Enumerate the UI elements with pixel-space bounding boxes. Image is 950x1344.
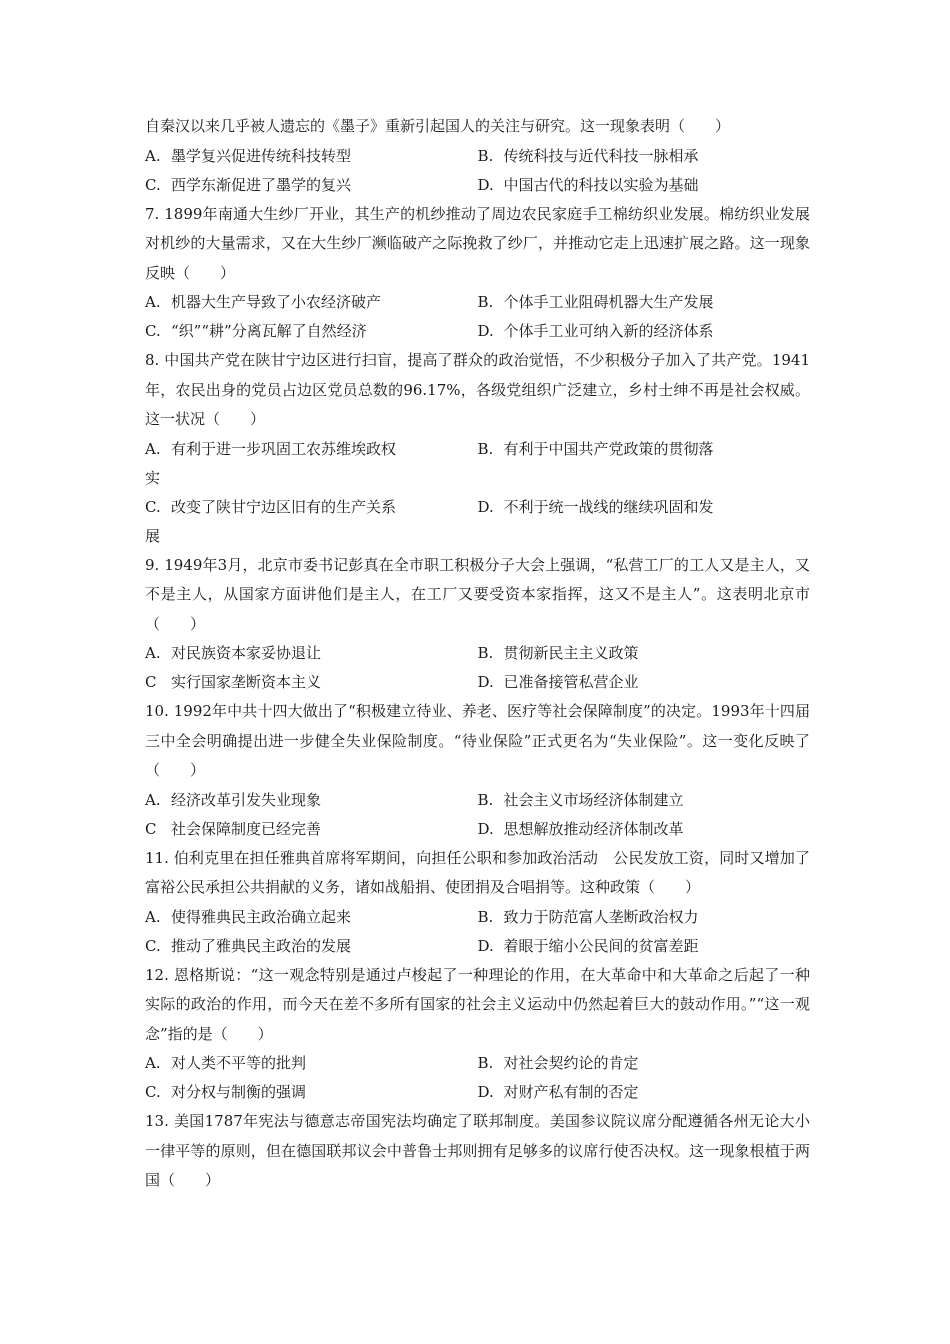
question-12-options: [145, 1049, 810, 1107]
question-11-options: [145, 903, 810, 961]
question-7: [145, 200, 810, 347]
question-9-options: [145, 639, 810, 697]
option-a[interactable]: A. 对人类不平等的批判: [145, 1054, 307, 1072]
option-b-wrap: 实: [145, 468, 161, 487]
question-8-options: [145, 435, 810, 551]
option-b[interactable]: B. 有利于中国共产党政策的贯彻落: [477, 439, 714, 458]
question-7-options: [145, 288, 810, 346]
question-8: [145, 346, 810, 551]
question-6-options: [145, 142, 810, 200]
option-d[interactable]: D. 不利于统一战线的继续巩固和发: [477, 497, 714, 516]
option-d[interactable]: D. 个体手工业可纳入新的经济体系: [477, 322, 714, 340]
question-9-stem: 9. 1949年3月，北京市委书记彭真在全市职工积极分子大会上强调，“私营工厂的工人又是主人，又不是主人，从国家方面讲他们是主人，在工厂又要受资本家指挥，这又不是主人”。这表明北京市（ ）: [145, 555, 810, 633]
option-c[interactable]: C 实行国家垄断资本主义: [145, 673, 322, 691]
option-c[interactable]: C. 推动了雅典民主政治的发展: [145, 936, 352, 955]
question-13-stem: 13. 美国1787年宪法与德意志帝国宪法均确定了联邦制度。美国参议院议席分配遵循各州无论大小一律平等的原则，但在德国联邦议会中普鲁士邦则拥有足够多的议席行使否决权。这一现象根植于两国（ ）: [145, 1112, 810, 1189]
question-11-stem: 11. 伯利克里在担任雅典首席将军期间，向担任公职和参加政治活动 公民发放工资，同时又增加了富裕公民承担公共捐献的义务，诸如战船捐、使团捐及合唱捐等。这种政策（ ）: [145, 848, 810, 896]
option-b[interactable]: B. 社会主义市场经济体制建立: [477, 790, 684, 809]
option-b[interactable]: B. 个体手工业阻碍机器大生产发展: [477, 293, 714, 311]
option-d[interactable]: D. 着眼于缩小公民间的贫富差距: [477, 936, 699, 955]
question-7-stem: 7. 1899年南通大生纱厂开业，其生产的机纱推动了周边农民家庭手工棉纺织业发展。棉纺织业发展对机纱的大量需求，又在大生纱厂濒临破产之际挽救了纱厂，并推动它走上迅速扩展之路。这一现象反映（ ）: [145, 204, 810, 282]
option-d[interactable]: D. 已准备接管私营企业: [477, 673, 639, 691]
question-10-stem: 10. 1992年中共十四大做出了“积极建立待业、养老、医疗等社会保障制度”的决定。1993年十四届三中全会明确提出进一步健全失业保险制度。“待业保险”正式更名为“失业保险”。这一变化反映了（ ）: [145, 702, 810, 779]
exam-page: [145, 112, 810, 1196]
option-b[interactable]: B. 贯彻新民主主义政策: [477, 644, 639, 662]
question-12: [145, 961, 810, 1108]
question-10: [145, 697, 810, 844]
option-b[interactable]: B. 致力于防范富人垄断政治权力: [477, 907, 699, 926]
option-b[interactable]: B. 传统科技与近代科技一脉相承: [477, 146, 699, 165]
option-d[interactable]: D. 对财产私有制的否定: [477, 1083, 639, 1101]
option-a[interactable]: A. 使得雅典民主政治确立起来: [145, 907, 352, 926]
option-a[interactable]: A. 墨学复兴促进传统科技转型: [145, 146, 352, 165]
option-a[interactable]: A. 机器大生产导致了小农经济破产: [145, 293, 382, 311]
option-c[interactable]: C 社会保障制度已经完善: [145, 819, 322, 838]
question-6-stem: 自秦汉以来几乎被人遗忘的《墨子》重新引起国人的关注与研究。这一现象表明（ ）: [145, 117, 731, 135]
option-c[interactable]: C. 改变了陕甘宁边区旧有的生产关系: [145, 497, 397, 516]
option-d[interactable]: D. 思想解放推动经济体制改革: [477, 819, 684, 838]
option-a[interactable]: A. 经济改革引发失业现象: [145, 790, 322, 809]
question-12-stem: 12. 恩格斯说：“这一观念特别是通过卢梭起了一种理论的作用，在大革命中和大革命之后起了一种实际的政治的作用，而今天在差不多所有国家的社会主义运动中仍然起着巨大的鼓动作用。”“这一观念”指的是（ ）: [145, 965, 810, 1043]
option-a[interactable]: A. 有利于进一步巩固工农苏维埃政权: [145, 439, 397, 458]
option-c[interactable]: C. 西学东渐促进了墨学的复兴: [145, 175, 352, 194]
question-11: [145, 844, 810, 961]
question-10-options: [145, 786, 810, 844]
question-9: [145, 551, 810, 698]
option-c[interactable]: C. 对分权与制衡的强调: [145, 1083, 307, 1101]
option-c[interactable]: C. “织”“耕”分离瓦解了自然经济: [145, 322, 367, 340]
option-d-wrap: 展: [145, 526, 161, 545]
question-6: [145, 112, 810, 200]
option-b[interactable]: B. 对社会契约论的肯定: [477, 1054, 639, 1072]
question-8-stem: 8. 中国共产党在陕甘宁边区进行扫盲，提高了群众的政治觉悟，不少积极分子加入了共产党。1941年，农民出身的党员占边区党员总数的96.17%，各级党组织广泛建立，乡村士绅不再是社会权威。这一状况（ ）: [145, 351, 810, 428]
option-a[interactable]: A. 对民族资本家妥协退让: [145, 644, 322, 662]
option-d[interactable]: D. 中国古代的科技以实验为基础: [477, 175, 699, 194]
question-13: [145, 1107, 810, 1196]
